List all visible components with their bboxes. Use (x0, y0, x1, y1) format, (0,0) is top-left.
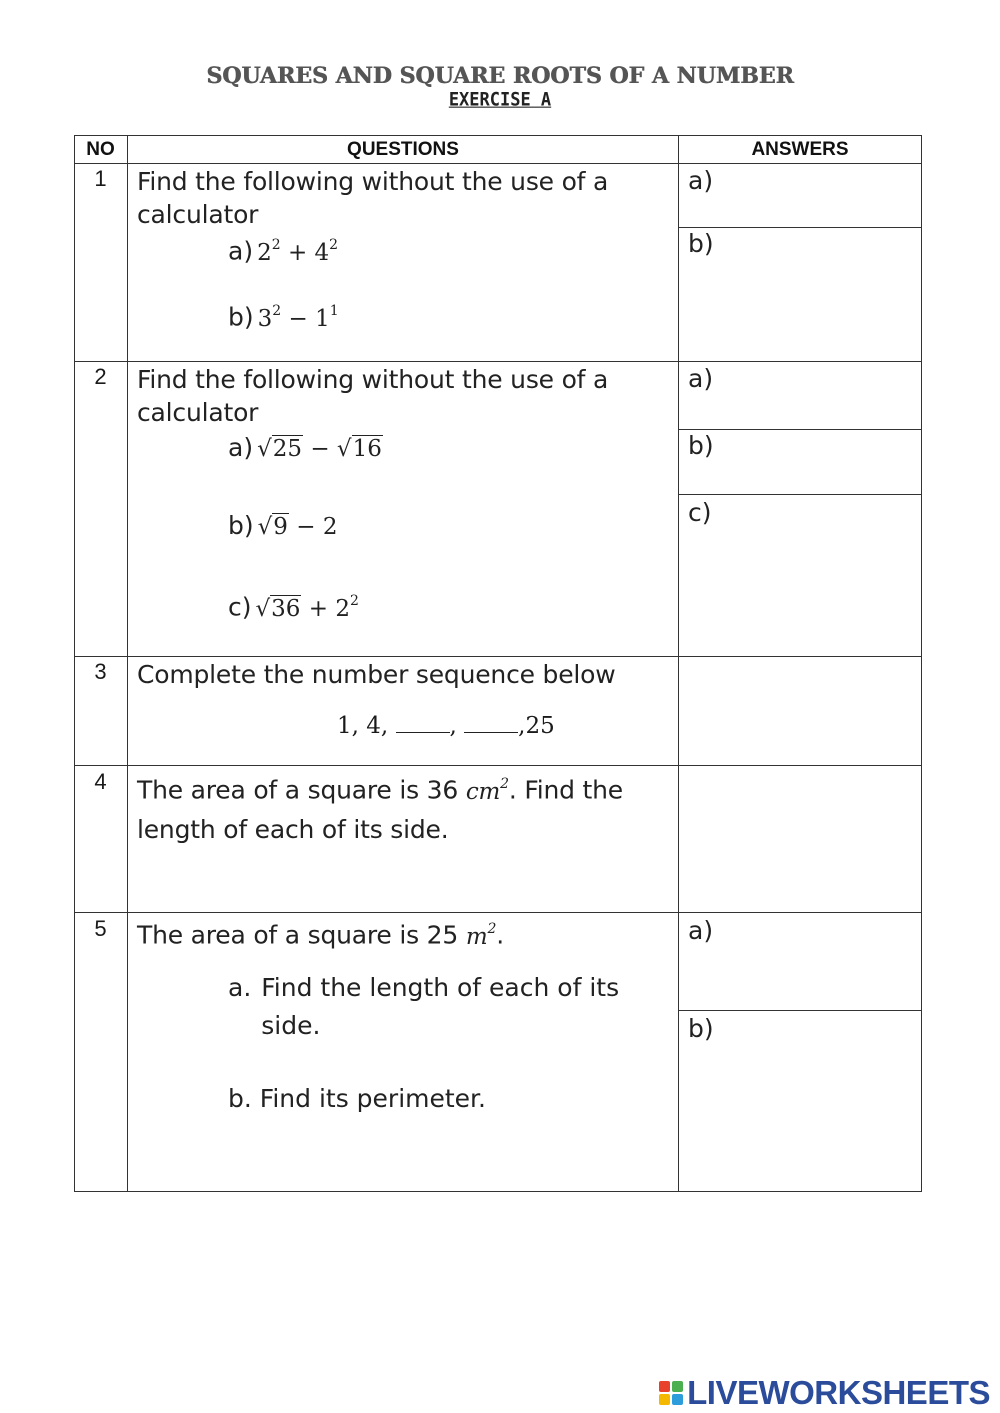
part-text: Find its perimeter. (259, 1084, 486, 1113)
answer-field[interactable]: c) (688, 498, 712, 527)
question-text: Complete the number sequence below (137, 660, 616, 689)
page-subtitle (0, 90, 1000, 110)
text-part: . Find the length of each of its side. (137, 775, 623, 844)
question-number: 3 (94, 659, 107, 684)
math-expression: $3^2 - 1^1$ (257, 303, 339, 332)
answer-field[interactable]: b) (688, 431, 714, 460)
math-expression: √9 − 2 (257, 514, 338, 540)
part-label: a) (228, 433, 254, 462)
sequence-end: ,25 (518, 713, 555, 739)
question-number: 5 (94, 916, 107, 941)
part-text: Find the length of each of its side. (261, 973, 620, 1040)
text-part: The area of a square is 25 (137, 920, 466, 950)
question-part (228, 969, 648, 1045)
question-part (228, 1082, 486, 1115)
question-text (137, 768, 657, 848)
text-part: . (496, 920, 504, 950)
question-part (228, 587, 359, 626)
header-questions: QUESTIONS (347, 139, 459, 160)
sequence-sep: , (449, 713, 465, 739)
answer-field[interactable]: a) (688, 166, 714, 195)
part-label: a. (228, 973, 252, 1002)
answer-field[interactable] (679, 766, 921, 912)
math-unit: $m^2$ (465, 921, 497, 950)
math-unit: $cm^2$ (465, 776, 509, 805)
question-number: 4 (94, 769, 107, 794)
question-part (228, 297, 339, 336)
brand-name: LIVEWORKSHEETS (687, 1374, 990, 1411)
sequence-start: 1, 4, (337, 713, 396, 739)
question-text: Find the following without the use of a calculator (137, 365, 609, 427)
logo-icon (659, 1381, 683, 1405)
question-text: Find the following without the use of a calculator (137, 167, 609, 229)
part-label: b) (228, 511, 254, 540)
unit-text: m (465, 923, 488, 950)
question-number: 2 (94, 364, 107, 389)
unit-text: cm (465, 778, 501, 805)
subtitle-text: EXERCISE A (448, 89, 552, 111)
answer-field[interactable]: a) (688, 364, 714, 393)
answer-field[interactable]: b) (688, 229, 714, 258)
part-label: c) (228, 592, 252, 622)
liveworksheets-logo (659, 1374, 990, 1412)
number-sequence (337, 713, 555, 739)
sequence-blank[interactable] (464, 714, 518, 733)
text-part: The area of a square is 36 (137, 775, 466, 805)
question-number: 1 (94, 166, 107, 191)
question-part (228, 431, 383, 466)
question-part (228, 231, 338, 270)
math-expression: $√36 + 2^2$ (255, 593, 359, 622)
part-label: b. (228, 1084, 252, 1113)
question-part (228, 509, 337, 544)
header-no: NO (86, 139, 115, 160)
page-title: SQUARES AND SQUARE ROOTS OF A NUMBER (206, 63, 794, 89)
answer-field[interactable]: a) (688, 916, 714, 945)
sequence-blank[interactable] (396, 714, 450, 733)
part-label: a) (228, 236, 254, 266)
math-expression: √25 − √16 (257, 436, 382, 462)
worksheet-table (74, 135, 922, 1192)
part-label: b) (228, 302, 254, 332)
math-expression: $2^2 + 4^2$ (257, 237, 339, 266)
header-answers: ANSWERS (751, 139, 849, 160)
answer-field[interactable]: b) (688, 1014, 714, 1043)
answer-field[interactable] (679, 657, 921, 765)
question-text (137, 915, 657, 954)
